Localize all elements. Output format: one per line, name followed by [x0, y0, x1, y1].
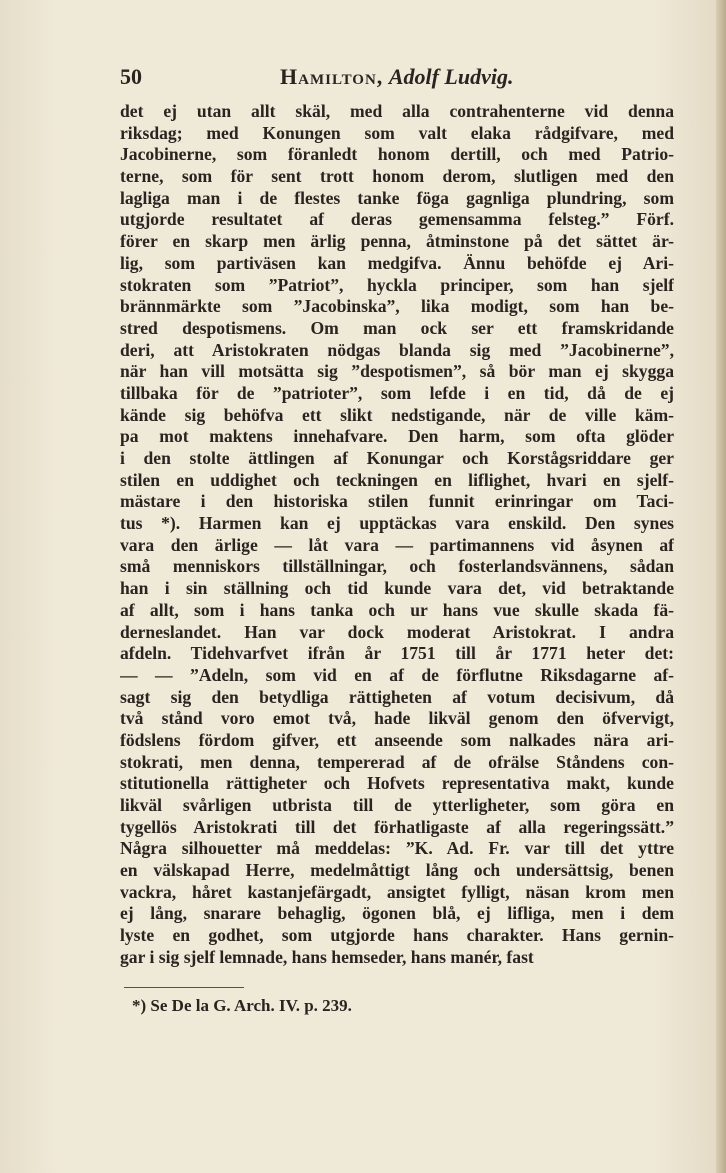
- text-line: han i sin ställning och tid kunde vara det, vid betraktande: [120, 578, 674, 599]
- body-text: [120, 101, 674, 969]
- footnote: *) Se De la G. Arch. IV. p. 239.: [132, 996, 352, 1015]
- text-line: stred despotismens. Om man ock ser ett framskridande: [120, 317, 674, 338]
- text-line: förer en skarp men ärlig penna, åtminstone på det sättet är-: [120, 231, 674, 252]
- text-line: vackra, håret kastanjefärgadt, ansigtet fylligt, näsan krom men: [120, 881, 674, 902]
- text-line: af allt, som i hans tanka och ur hans vue skulle skada fä-: [120, 599, 674, 620]
- text-line: en välskapad Herre, medelmåttigt lång och undersättsig, benen: [120, 860, 674, 881]
- text-line: afdeln. Tidehvarfvet ifrån år 1751 till år 1771 heter det:: [120, 643, 674, 664]
- text-line: sagt sig den betydliga rättigheten af votum decisivum, då: [120, 686, 674, 707]
- text-line: när han vill motsätta sig ”despotismen”, så bör man ej skygga: [120, 361, 674, 382]
- text-line: lyste en godhet, som utgjorde hans charakter. Hans gernin-: [120, 925, 674, 946]
- running-head: [280, 64, 513, 90]
- text-line: två stånd voro emot två, hade likväl genom den öfvervigt,: [120, 708, 674, 729]
- text-line: gar i sig sjelf lemnade, hans hemseder, hans manér, fast: [120, 946, 534, 967]
- text-line: vara den ärlige — låt vara — partimannens vid åsynen af: [120, 534, 674, 555]
- text-line: kände sig behöfva ett slikt nedstigande, när de ville käm-: [120, 404, 674, 425]
- text-line: ej lång, snarare behaglig, ögonen blå, ej lifliga, men i dem: [120, 903, 674, 924]
- text-line: stokraten som ”Patriot”, hyckla principer, som han sjelf: [120, 274, 674, 295]
- page-number: 50: [120, 64, 142, 89]
- page-header: [120, 64, 580, 92]
- text-line: derneslandet. Han var dock moderat Aristokrat. I andra: [120, 621, 674, 642]
- text-line: tus *). Harmen kan ej upptäckas vara enskild. Den synes: [120, 513, 674, 534]
- text-line: Några silhouetter må meddelas: ”K. Ad. Fr. var till det yttre: [120, 838, 674, 859]
- text-line: stilen en uddighet och teckningen en liflighet, hvari en sjelf-: [120, 469, 674, 490]
- running-head-name: Hamilton,: [280, 64, 384, 89]
- text-line: riksdag; med Konungen som valt elaka rådgifvare, med: [120, 122, 674, 143]
- text-line: stitutionella rättigheter och Hofvets representativa makt, kunde: [120, 773, 674, 794]
- text-line: tygellös Aristokrati till det förhatligaste af alla regeringssätt.”: [120, 816, 674, 837]
- text-line: deri, att Aristokraten nödgas blanda sig med ”Jacobinerne”,: [120, 339, 674, 360]
- text-line: brännmärkte som ”Jacobinska”, lika modigt, som han be-: [120, 296, 674, 317]
- footnote-rule: [124, 987, 244, 988]
- text-line: terne, som för sent trott honom derom, slutligen med den: [120, 166, 674, 187]
- text-line: det ej utan allt skäl, med alla contrahenterne vid denna: [120, 101, 674, 121]
- text-line: Jacobinerne, som föranledt honom dertill, och med Patrio-: [120, 144, 674, 165]
- text-line: i den stolte ättlingen af Konungar och Korstågsriddare ger: [120, 448, 674, 468]
- page-edge: [716, 0, 726, 1173]
- text-line: tillbaka för de ”patrioter”, som lefde i en tid, då de ej: [120, 382, 674, 403]
- text-line: utgjorde resultatet af deras gemensamma felsteg.” Förf.: [120, 209, 674, 230]
- text-line: lagliga man i de flestes tanke föga gagnliga plundring, som: [120, 187, 674, 208]
- text-line: stokrati, men denna, tempererad af de ofrälse Ståndens con-: [120, 751, 674, 772]
- running-head-given: Adolf Ludvig.: [388, 64, 514, 89]
- text-line: — — ”Adeln, som vid en af de förflutne Riksdagarne af-: [120, 664, 674, 685]
- text-line: likväl svårligen utbrista till de ytterligheter, som göra en: [120, 795, 674, 815]
- text-line: födslens fördom gifver, ett anseende som nalkades nära ari-: [120, 729, 674, 750]
- text-line: mästare i den historiska stilen funnit erinringar om Taci-: [120, 491, 674, 512]
- text-line: små menniskors tillställningar, och fosterlandsvännens, sådan: [120, 556, 674, 577]
- text-line: pa mot maktens innehafvare. Den harm, som ofta glöder: [120, 426, 674, 447]
- text-line: lig, som partiväsen kan medgifva. Ännu behöfde ej Ari-: [120, 252, 674, 273]
